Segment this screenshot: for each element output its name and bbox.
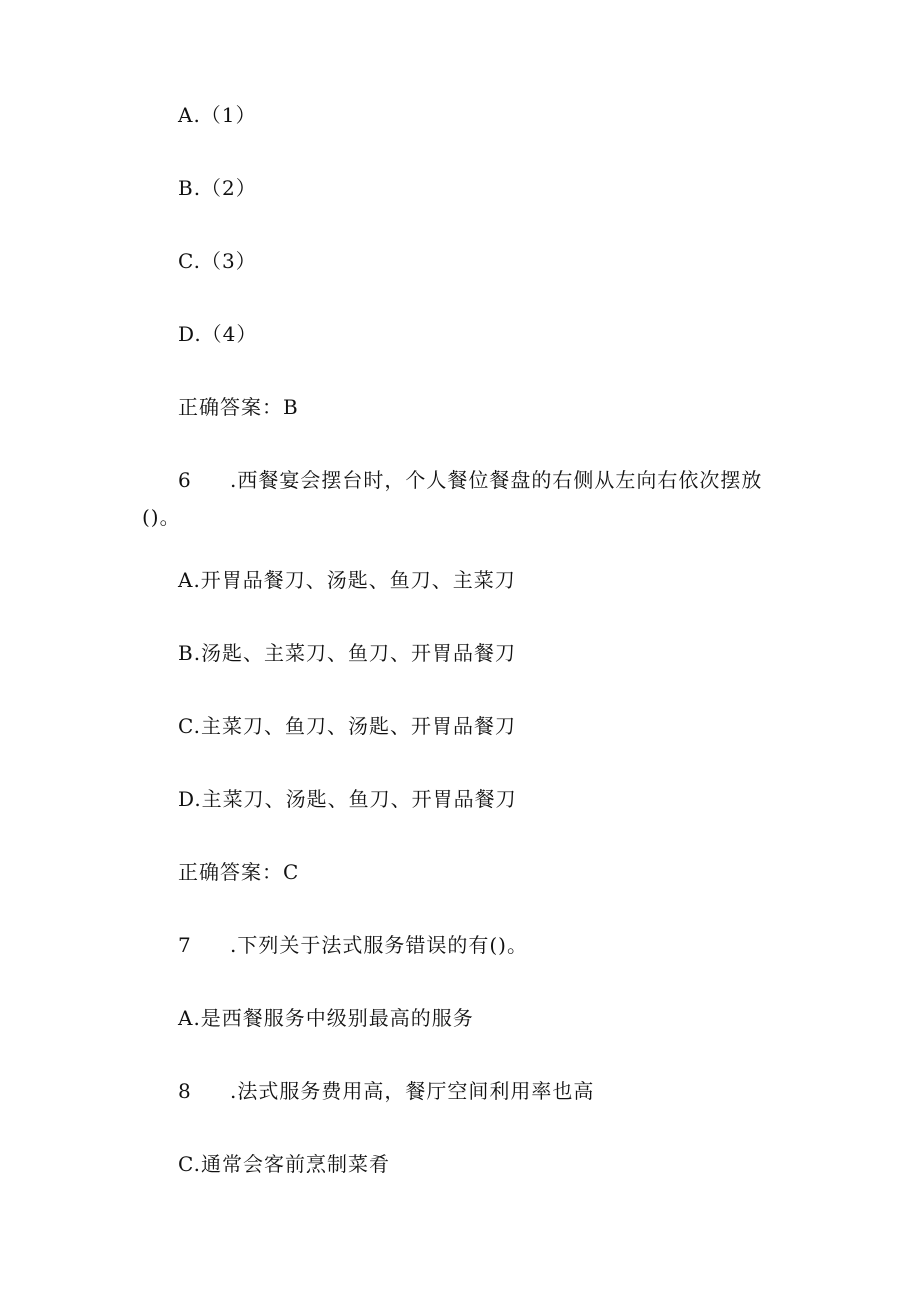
q7-option-a: A.是西餐服务中级别最高的服务: [178, 1006, 474, 1030]
q8-number: 8: [178, 1079, 192, 1103]
q5-option-b: B.（2）: [178, 176, 257, 200]
q5-option-c: C.（3）: [178, 249, 257, 273]
q8-question: [178, 1074, 594, 1108]
q6-option-d: D.主菜刀、汤匙、鱼刀、开胃品餐刀: [178, 787, 517, 811]
q7-question: [178, 928, 528, 962]
q6-number: 6: [178, 468, 192, 492]
q6-question: [142, 462, 782, 536]
q6-answer: 正确答案：C: [178, 860, 300, 884]
q8-text: .法式服务费用高，餐厅空间利用率也高: [230, 1079, 595, 1103]
q7-number: 7: [178, 933, 192, 957]
option-c-last: C.通常会客前烹制菜肴: [178, 1152, 390, 1176]
q6-option-c: C.主菜刀、鱼刀、汤匙、开胃品餐刀: [178, 714, 516, 738]
q6-option-a: A.开胃品餐刀、汤匙、鱼刀、主菜刀: [178, 568, 516, 592]
q6-option-b: B.汤匙、主菜刀、鱼刀、开胃品餐刀: [178, 641, 517, 665]
q5-answer: 正确答案：B: [178, 395, 299, 419]
q6-text: .西餐宴会摆台时，个人餐位餐盘的右侧从左向右依次摆放()。: [142, 468, 763, 529]
q7-text: .下列关于法式服务错误的有()。: [230, 933, 528, 957]
q5-option-a: A.（1）: [178, 103, 257, 127]
q5-option-d: D.（4）: [178, 322, 258, 346]
